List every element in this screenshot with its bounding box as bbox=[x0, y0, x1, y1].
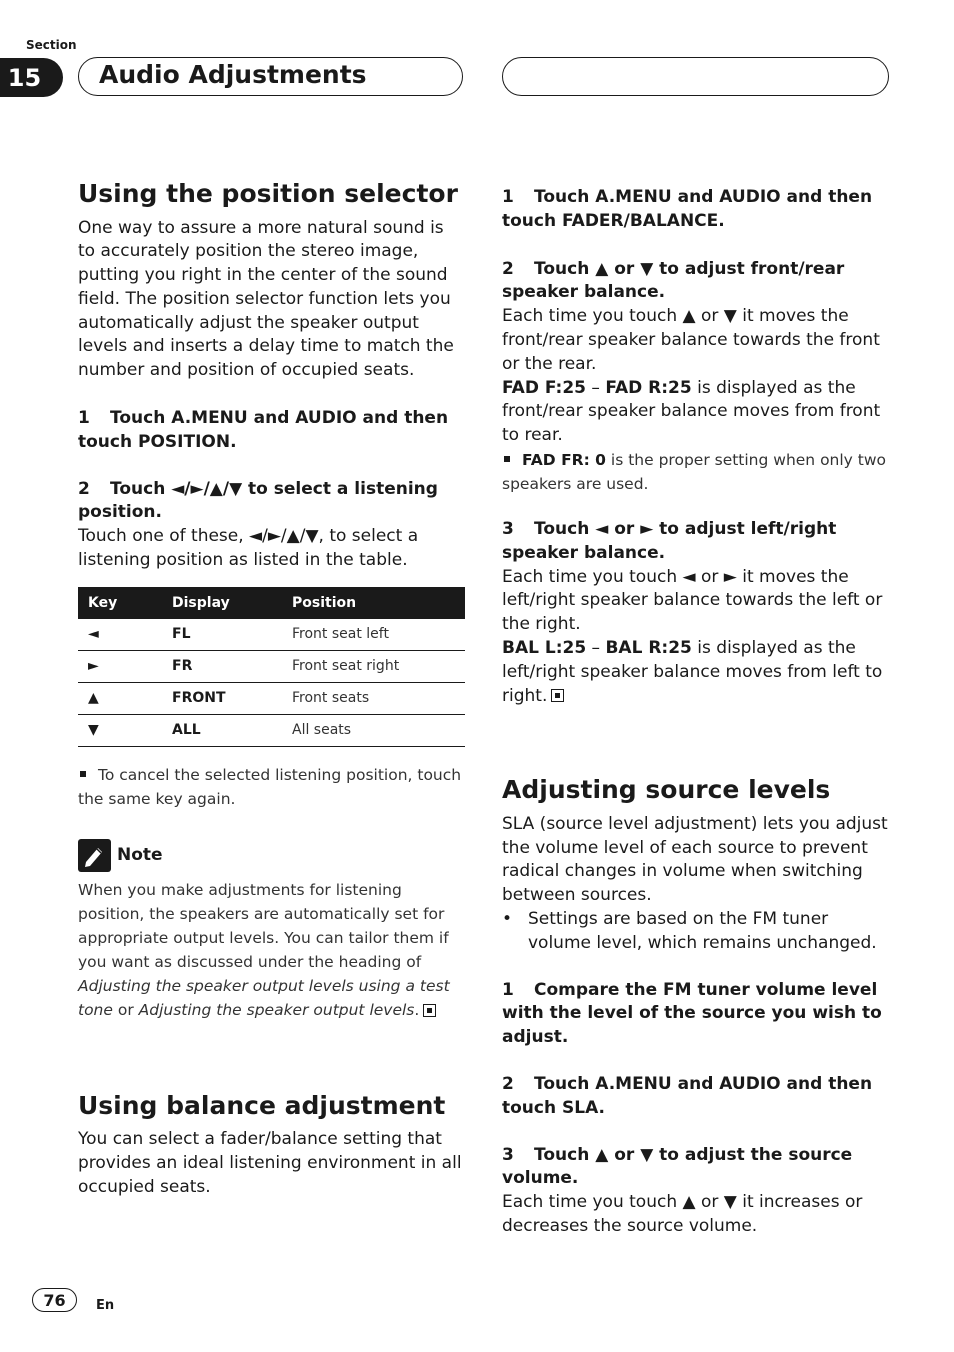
header-empty-pill bbox=[502, 57, 889, 96]
source-step-1 bbox=[502, 979, 890, 1050]
source-levels-heading: Adjusting source levels bbox=[502, 775, 831, 805]
step-number: 2 bbox=[502, 258, 514, 279]
section-number-badge: 15 bbox=[0, 58, 63, 97]
fad-range-text: FAD F:25 – FAD R:25 is displayed as the front/rear speaker balance moves from front to rear. bbox=[502, 377, 881, 446]
source-levels-intro: SLA (source level adjustment) lets you adjust the volume level of each source to prevent radical changes in volume when switching between sources. bbox=[502, 813, 888, 906]
table-header-row bbox=[78, 587, 465, 619]
column-header-display: Display bbox=[172, 587, 292, 619]
section-title-pill bbox=[78, 57, 463, 96]
table-row bbox=[78, 619, 465, 651]
step-number: 1 bbox=[502, 187, 514, 207]
square-bullet-icon bbox=[504, 456, 510, 462]
position-step-1 bbox=[78, 407, 465, 455]
table-cell-position: Front seat right bbox=[292, 650, 465, 682]
balance-step-2 bbox=[502, 258, 890, 306]
right-column bbox=[502, 186, 890, 1239]
position-selector-heading: Using the position selector bbox=[78, 179, 458, 208]
position-table bbox=[78, 587, 465, 747]
step-text: Touch A.MENU and AUDIO and then touch SLA. bbox=[502, 1074, 873, 1118]
note-header bbox=[78, 839, 465, 872]
section-label: Section bbox=[26, 38, 77, 52]
section-title: Audio Adjustments bbox=[99, 60, 367, 89]
table-cell-display: FR bbox=[172, 650, 292, 682]
step-number: 2 bbox=[502, 1074, 514, 1095]
table-cell-key: ► bbox=[78, 650, 172, 682]
source-step-3 bbox=[502, 1144, 890, 1192]
step-number: 1 bbox=[78, 408, 90, 429]
table-cell-position: Front seat left bbox=[292, 619, 465, 651]
step-number: 1 bbox=[502, 979, 514, 1000]
pencil-note-icon bbox=[78, 839, 111, 872]
step-text: Compare the FM tuner volume level with the level of the source you wish to adjust. bbox=[502, 979, 882, 1048]
balance-step-3 bbox=[502, 518, 890, 566]
step-number: 2 bbox=[78, 478, 90, 499]
page-number: 76 bbox=[32, 1288, 77, 1312]
table-cell-position: All seats bbox=[292, 714, 465, 746]
table-cell-position: Front seats bbox=[292, 682, 465, 714]
table-row bbox=[78, 682, 465, 714]
table-cell-display: ALL bbox=[172, 714, 292, 746]
step-text: Touch ◄ or ► to adjust left/right speaker balance. bbox=[502, 518, 837, 563]
step-number: 3 bbox=[502, 1144, 514, 1165]
position-step-2 bbox=[78, 478, 465, 526]
table-row bbox=[78, 650, 465, 682]
step-text: Touch A.MENU and AUDIO and then touch POSITION. bbox=[78, 408, 449, 452]
position-step-2-body: Touch one of these, ◄/►/▲/▼, to select a listening position as listed in the table. bbox=[78, 526, 419, 571]
step-number: 3 bbox=[502, 518, 514, 539]
left-column bbox=[78, 178, 465, 1200]
note-text: When you make adjustments for listening position, the speakers are automatically set for appropriate output levels. You can tailor them if you want as discussed under the heading of Adjusting the speaker output levels using a test tone or Adjusting the speaker output levels. bbox=[78, 880, 450, 1019]
column-header-key: Key bbox=[78, 587, 172, 619]
column-header-position: Position bbox=[292, 587, 465, 619]
square-bullet-icon bbox=[80, 771, 86, 777]
balance-step-2-body: Each time you touch ▲ or ▼ it moves the front/rear speaker balance towards the front or the rear. bbox=[502, 306, 880, 374]
step-text: Touch ▲ or ▼ to adjust the source volume. bbox=[502, 1144, 853, 1189]
fad-proper-setting-note: FAD FR: 0 is the proper setting when only two speakers are used. bbox=[502, 450, 887, 493]
bullet-dot-icon: • bbox=[502, 909, 513, 930]
section-end-icon bbox=[423, 1004, 436, 1017]
position-selector-intro: One way to assure a more natural sound is to accurately position the stereo image, putting you right in the center of the sound field. The position selector function lets you automatically adjust the speaker output levels and inserts a delay time to match the number and position of occupied seats. bbox=[78, 217, 454, 381]
table-cell-display: FL bbox=[172, 619, 292, 651]
note-label: Note bbox=[117, 845, 163, 866]
step-text: Touch A.MENU and AUDIO and then touch FADER/BALANCE. bbox=[502, 187, 873, 231]
step-text: Touch ◄/►/▲/▼ to select a listening position. bbox=[78, 478, 438, 523]
table-cell-key: ◄ bbox=[78, 619, 172, 651]
section-end-icon bbox=[551, 689, 564, 702]
table-cell-key: ▼ bbox=[78, 714, 172, 746]
table-cell-display: FRONT bbox=[172, 682, 292, 714]
balance-step-3-body: Each time you touch ◄ or ► it moves the left/right speaker balance towards the left or the right. bbox=[502, 566, 883, 635]
source-levels-bullet: • Settings are based on the FM tuner volume level, which remains unchanged. bbox=[502, 908, 890, 956]
bal-range-text: BAL L:25 – BAL R:25 is displayed as the left/right speaker balance moves from left to right. bbox=[502, 637, 883, 706]
step-text: Touch ▲ or ▼ to adjust front/rear speaker balance. bbox=[502, 258, 845, 303]
cancel-position-note: To cancel the selected listening position, touch the same key again. bbox=[78, 765, 462, 808]
source-step-3-body: Each time you touch ▲ or ▼ it increases or decreases the source volume. bbox=[502, 1192, 863, 1236]
language-code: En bbox=[96, 1298, 115, 1313]
table-row bbox=[78, 714, 465, 746]
source-step-2 bbox=[502, 1073, 890, 1121]
balance-intro: You can select a fader/balance setting that provides an ideal listening environment in all occupied seats. bbox=[78, 1129, 462, 1197]
balance-step-1 bbox=[502, 186, 890, 234]
table-cell-key: ▲ bbox=[78, 682, 172, 714]
balance-heading: Using balance adjustment bbox=[78, 1090, 446, 1120]
